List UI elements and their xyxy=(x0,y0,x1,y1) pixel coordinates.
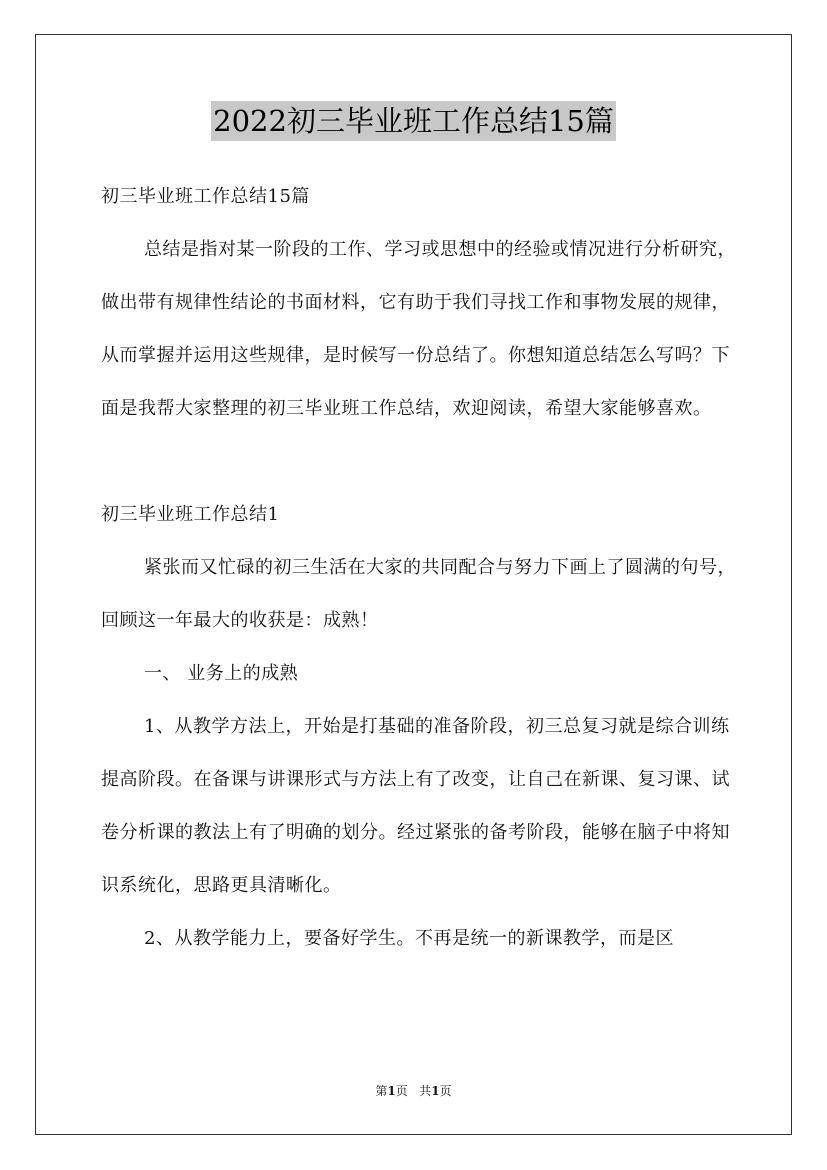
intro-paragraph: 总结是指对某一阶段的工作、学习或思想中的经验或情况进行分析研究，做出带有规律性结论的书面材料，它有助于我们寻找工作和事物发展的规律，从而掌握并运用这些规律，是时候写一份总结了。你想知道总结怎么写吗？下面是我帮大家整理的初三毕业班工作总结，欢迎阅读，希望大家能够喜欢。 xyxy=(101,239,736,419)
document-title: 2022初三毕业班工作总结15篇 xyxy=(211,101,616,141)
total-pages: 1 xyxy=(431,1084,440,1098)
paragraph: 紧张而又忙碌的初三生活在大家的共同配合与努力下画上了圆满的句号，回顾这一年最大的收获是：成熟！ xyxy=(101,557,736,631)
total-suffix: 页 xyxy=(439,1084,452,1098)
document-body xyxy=(101,170,741,965)
section-title: 初三毕业班工作总结1 xyxy=(101,504,280,525)
page-number: 1 xyxy=(387,1084,396,1098)
paragraph: 1、从教学方法上，开始是打基础的准备阶段，初三总复习就是综合训练提高阶段。在备课与讲课形式与方法上有了改变，让自己在新课、复习课、试卷分析课的教法上有了明确的划分。经过紧张的备考阶段，能够在脑子中将知识系统化，思路更具清晰化。 xyxy=(101,716,730,896)
page-footer xyxy=(0,1082,827,1100)
section-heading: 一、 业务上的成熟 xyxy=(144,663,299,684)
page-suffix: 页 xyxy=(395,1084,408,1098)
document-subtitle: 初三毕业班工作总结15篇 xyxy=(101,186,310,207)
paragraph: 2、从教学能力上，要备好学生。不再是统一的新课教学，而是区 xyxy=(144,928,674,949)
title-container xyxy=(0,101,827,141)
page-prefix: 第 xyxy=(375,1084,388,1098)
total-prefix: 共 xyxy=(419,1084,432,1098)
spacer xyxy=(101,435,741,488)
